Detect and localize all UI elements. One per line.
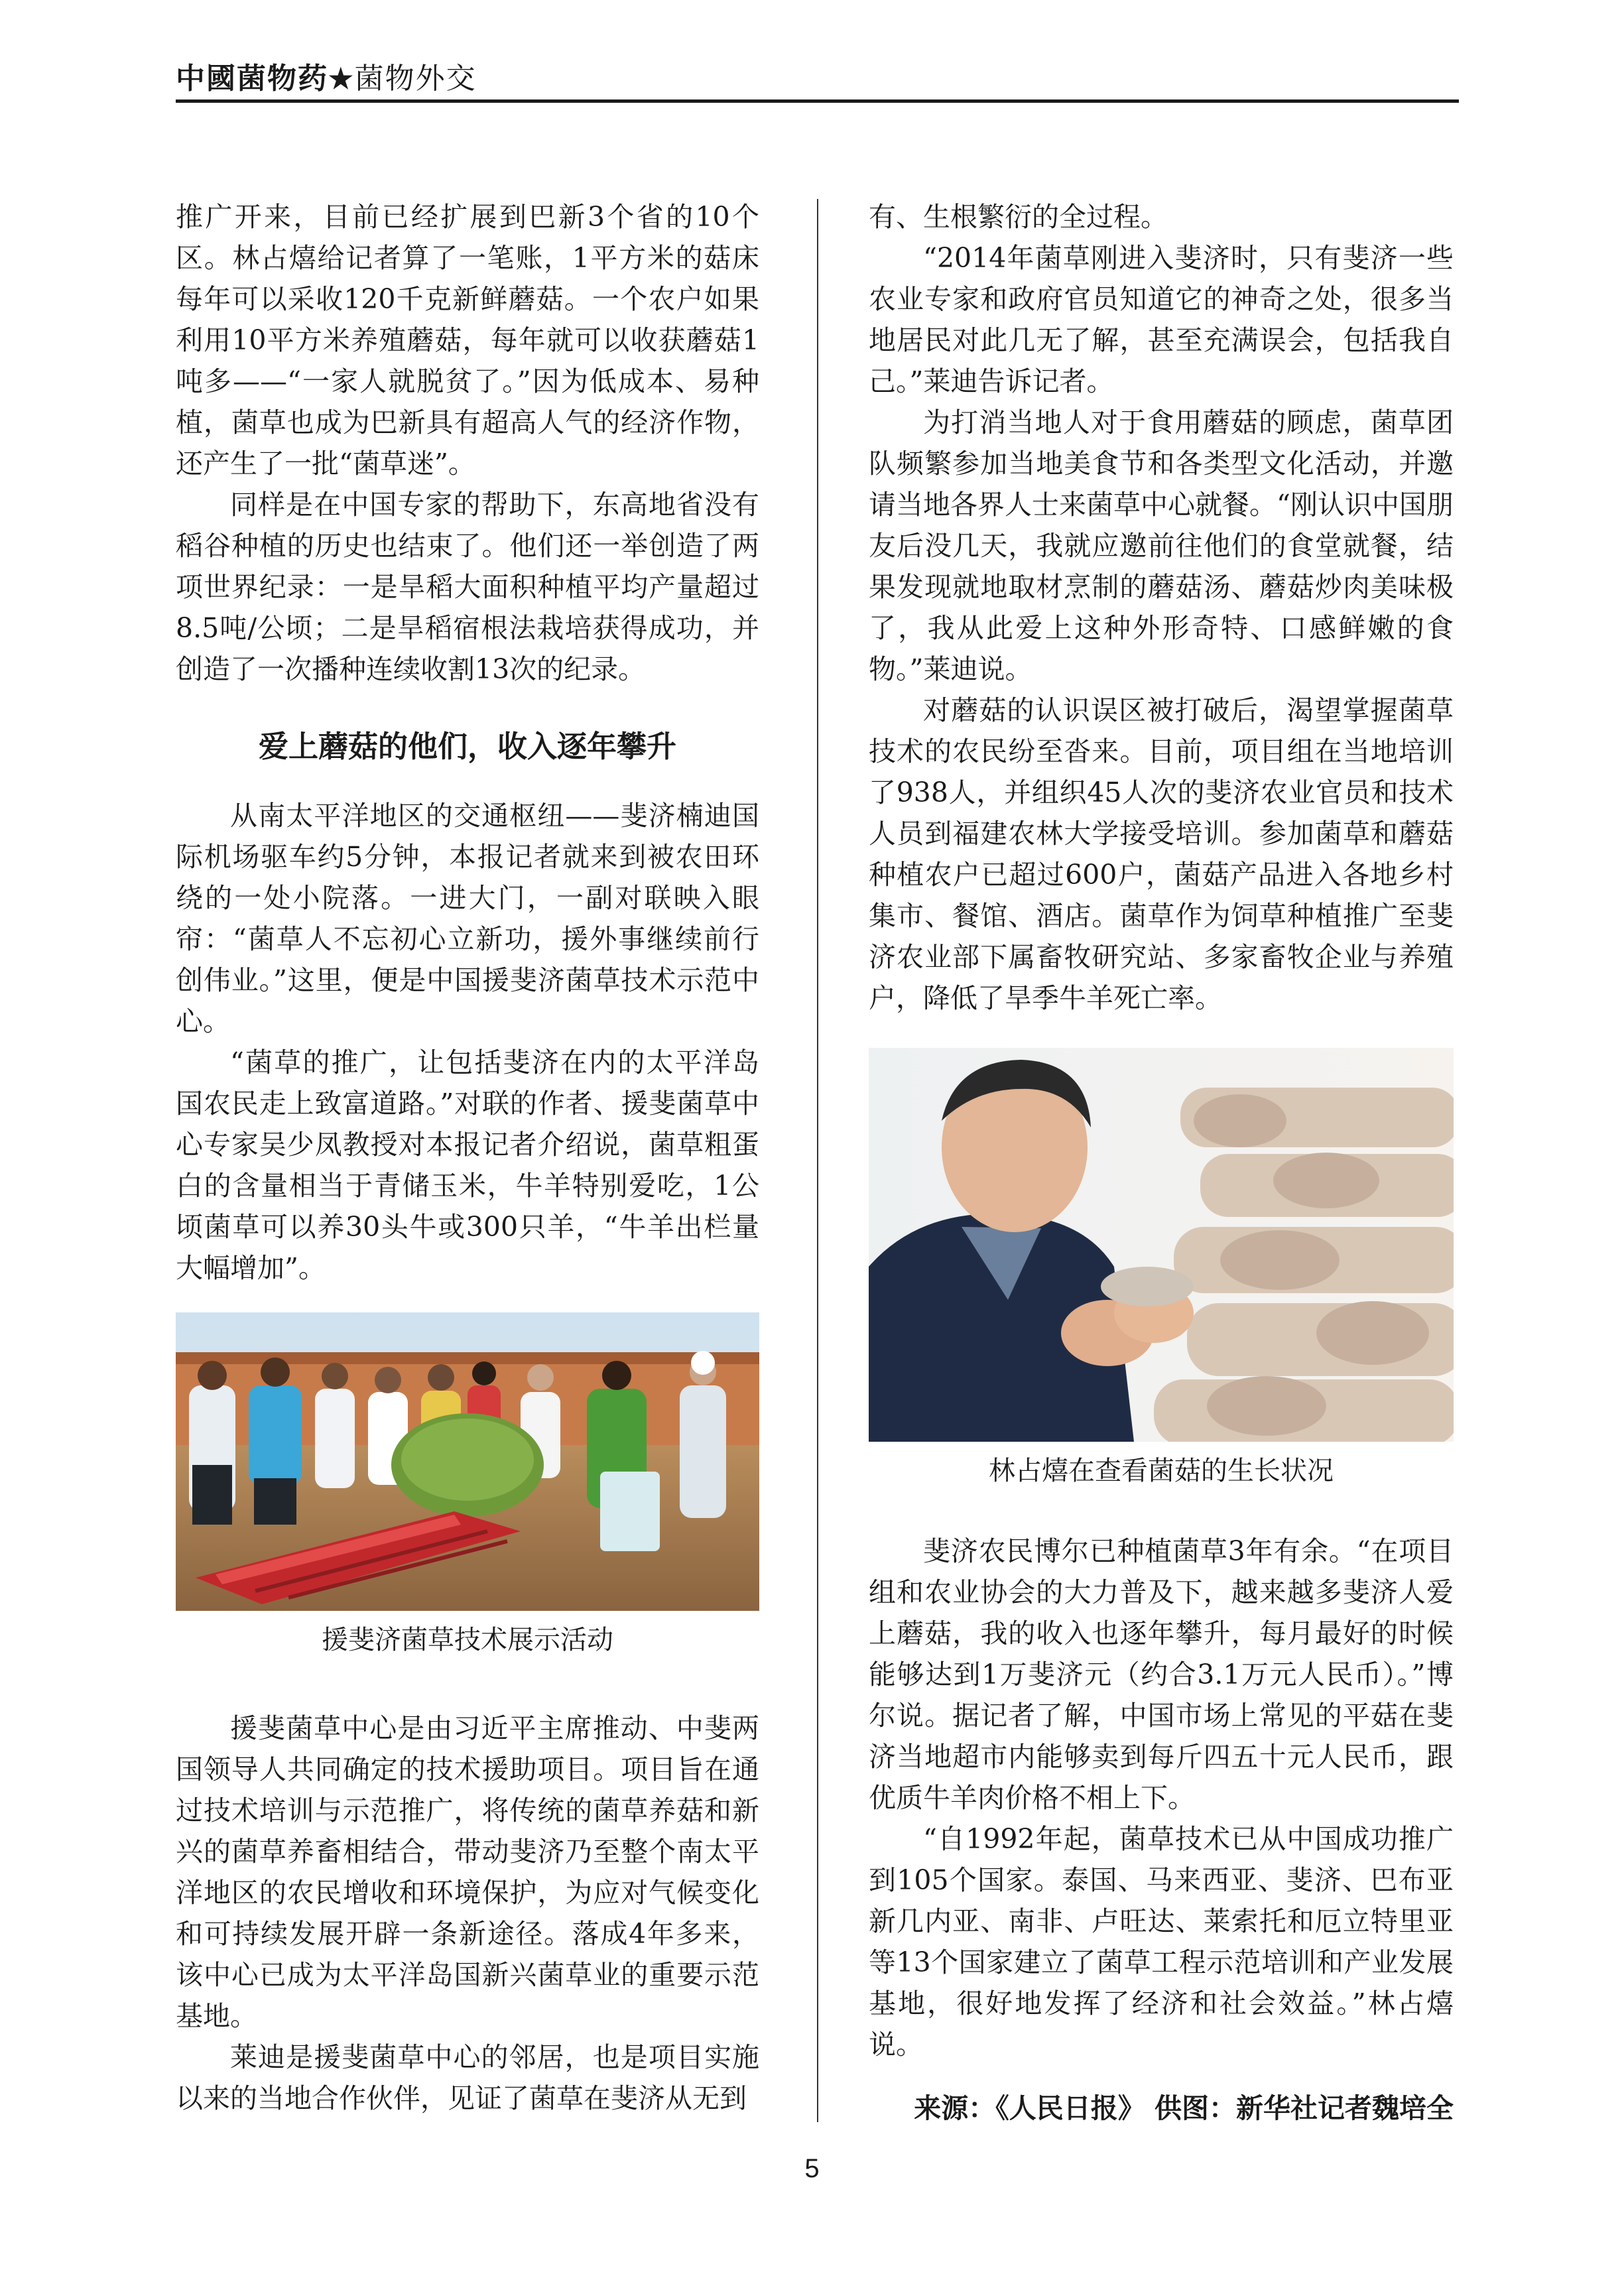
paragraph: 同样是在中国专家的帮助下，东高地省没有稻谷种植的历史也结束了。他们还一举创造了两项世界纪录：一是旱稻大面积种植平均产量超过8.5吨/公顷；二是旱稻宿根法栽培获得成功，并创造了一次播种连续收割13次的纪录。 xyxy=(176,489,759,685)
brand-title: 中國菌物药 xyxy=(176,62,328,95)
photo-mushroom-inspection xyxy=(869,1048,1454,1442)
paragraph: 斐济农民博尔已种植菌草3年有余。“在项目组和农业协会的大力普及下，越来越多斐济人爱上蘑菇，我的收入也逐年攀升，每月最好的时候能够达到1万斐济元（约合3.1万元人民币）。”博尔说。据记者了解，中国市场上常见的平菇在斐济当地超市内能够卖到每斤四五十元人民币，跟优质牛羊肉价格不相上下。 xyxy=(869,1535,1454,1814)
paragraph: “2014年菌草刚进入斐济时，只有斐济一些农业专家和政府官员知道它的神奇之处，很多当地居民对此几无了解，甚至充满误会，包括我自己。”莱迪告诉记者。 xyxy=(869,242,1454,397)
photo-grass-demo xyxy=(176,1312,759,1611)
paragraph: 推广开来，目前已经扩展到巴新3个省的10个区。林占熺给记者算了一笔账，1平方米的菇床每年可以采收120千克新鲜蘑菇。一个农户如果利用10平方米养殖蘑菇，每年就可以收获蘑菇1吨多——“一家人就脱贫了。”因为低成本、易种植，菌草也成为巴新具有超高人气的经济作物，还产生了一批“菌草迷”。 xyxy=(176,201,759,479)
paragraph: 莱迪是援斐菌草中心的邻居，也是项目实施以来的当地合作伙伴，见证了菌草在斐济从无到 xyxy=(176,2041,759,2114)
magazine-brand xyxy=(176,54,477,97)
section-name: 菌物外交 xyxy=(354,62,477,95)
page-header xyxy=(176,54,1459,107)
photo-illustration xyxy=(176,1312,759,1611)
right-column xyxy=(869,196,1454,2129)
paragraph: “自1992年起，菌草技术已从中国成功推广到105个国家。泰国、马来西亚、斐济、巴布亚新几内亚、南非、卢旺达、莱索托和厄立特里亚等13个国家建立了菌草工程示范培训和产业发展基地，很好地发挥了经济和社会效益。”林占熺说。 xyxy=(869,1823,1454,2060)
column-divider xyxy=(817,199,818,2122)
paragraph: 对蘑菇的认识误区被打破后，渴望掌握菌草技术的农民纷至沓来。目前，项目组在当地培训了938人，并组织45人次的斐济农业官员和技术人员到福建农林大学接受培训。参加菌草和蘑菇种植农户已超过600户，菌菇产品进入各地乡村集市、餐馆、酒店。菌草作为饲草种植推广至斐济农业部下属畜牧研究站、多家畜牧企业与养殖户，降低了旱季牛羊死亡率。 xyxy=(869,694,1454,1014)
figure-caption: 援斐济菌草技术展示活动 xyxy=(322,1625,613,1655)
section-heading: 爱上蘑菇的他们，收入逐年攀升 xyxy=(258,729,676,764)
star-icon: ★ xyxy=(328,62,355,95)
source-credit: 来源：《人民日报》 供图：新华社记者魏培全 xyxy=(914,2092,1454,2124)
figure-caption: 林占熺在查看菌菇的生长状况 xyxy=(989,1456,1334,1486)
left-column xyxy=(176,196,759,2119)
photo-illustration xyxy=(869,1048,1454,1442)
paragraph: 援斐菌草中心是由习近平主席推动、中斐两国领导人共同确定的技术援助项目。项目旨在通过技术培训与示范推广，将传统的菌草养菇和新兴的菌草养畜相结合，带动斐济乃至整个南太平洋地区的农民增收和环境保护，为应对气候变化和可持续发展开辟一条新途径。落成4年多来，该中心已成为太平洋岛国新兴菌草业的重要示范基地。 xyxy=(176,1712,759,2032)
paragraph: 有、生根繁衍的全过程。 xyxy=(869,201,1168,233)
figure-demo-event xyxy=(176,1312,759,1660)
paragraph: “菌草的推广，让包括斐济在内的太平洋岛国农民走上致富道路。”对联的作者、援斐菌草中心专家吴少凤教授对本报记者介绍说，菌草粗蛋白的含量相当于青储玉米，牛羊特别爱吃，1公顷菌草可以养30头牛或300只羊，“牛羊出栏量大幅增加”。 xyxy=(176,1046,759,1284)
figure-mushroom-inspection xyxy=(869,1048,1454,1491)
page-number: 5 xyxy=(804,2154,820,2183)
paragraph: 从南太平洋地区的交通枢纽——斐济楠迪国际机场驱车约5分钟，本报记者就来到被农田环绕的一处小院落。一进大门，一副对联映入眼帘：“菌草人不忘初心立新功，援外事继续前行创伟业。”这里，便是中国援斐济菌草技术示范中心。 xyxy=(176,800,759,1037)
header-rule xyxy=(176,99,1459,103)
paragraph: 为打消当地人对于食用蘑菇的顾虑，菌草团队频繁参加当地美食节和各类型文化活动，并邀请当地各界人士来菌草中心就餐。“刚认识中国朋友后没几天，我就应邀前往他们的食堂就餐，结果发现就地取材烹制的蘑菇汤、蘑菇炒肉美味极了，我从此爱上这种外形奇特、口感鲜嫩的食物。”莱迪说。 xyxy=(869,407,1454,685)
